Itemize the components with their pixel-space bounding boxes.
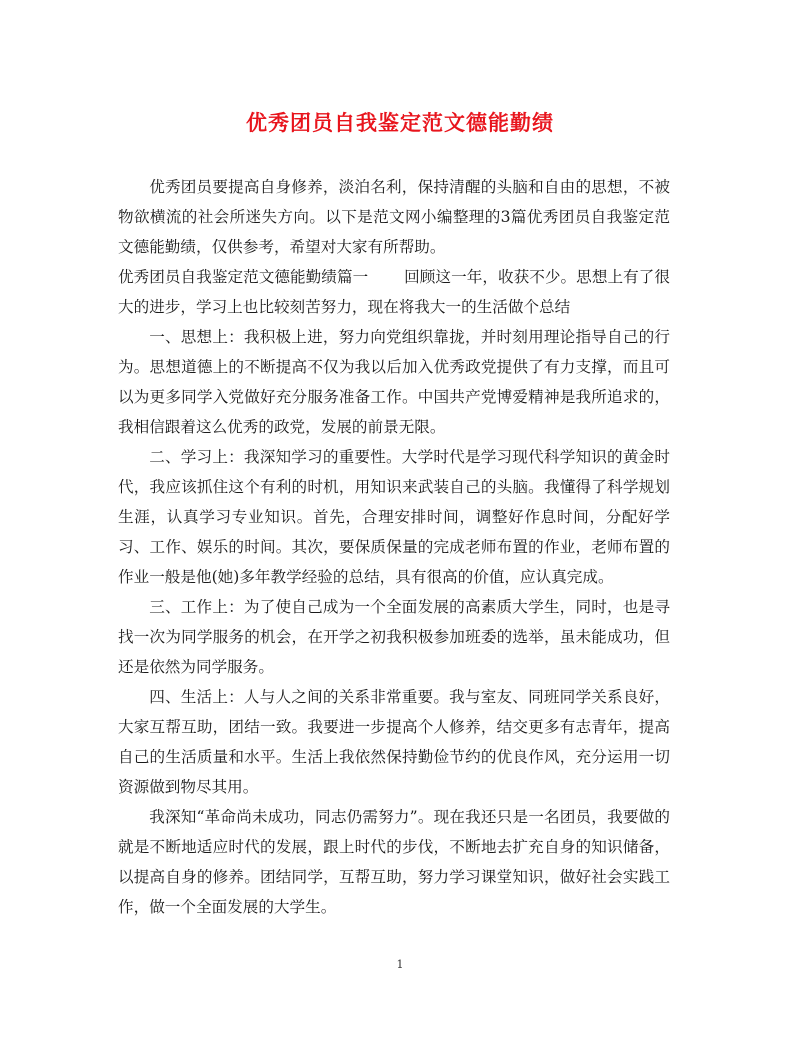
paragraph-life: 四、生活上：人与人之间的关系非常重要。我与室友、同班同学关系良好，大家互帮互助，团结一致。我要进一步提高个人修养，结交更多有志青年，提高自己的生活质量和水平。生活上我依然保持勤俭节约的优良作风，充分运用一切资源做到物尽其用。 xyxy=(118,688,670,796)
section-heading: 优秀团员自我鉴定范文德能勤绩篇一 xyxy=(118,268,369,286)
paragraph-conclusion: 我深知“革命尚未成功，同志仍需努力”。现在我还只是一名团员，我要做的就是不断地适应时代的发展，跟上时代的步伐，不断地去扩充自身的知识储备，以提高自身的修养。团结同学，互帮互助，努力学习课堂知识，做好社会实践工作，做一个全面发展的大学生。 xyxy=(118,808,670,916)
page-number: 1 xyxy=(396,958,404,971)
page-title: 优秀团员自我鉴定范文德能勤绩 xyxy=(246,111,554,135)
paragraph-work: 三、工作上：为了使自己成为一个全面发展的高素质大学生，同时，也是寻找一次为同学服务的机会，在开学之初我积极参加班委的选举，虽未能成功，但还是依然为同学服务。 xyxy=(118,598,670,676)
paragraph-study: 二、学习上：我深知学习的重要性。大学时代是学习现代科学知识的黄金时代，我应该抓住这个有利的时机，用知识来武装自己的头脑。我懂得了科学规划生涯，认真学习专业知识。首先，合理安排时间，调整好作息时间，分配好学习、工作、娱乐的时间。其次，要保质保量的完成老师布置的作业，老师布置的作业一般是他(她)多年教学经验的总结，具有很高的价值，应认真完成。 xyxy=(118,448,670,586)
paragraph-thought: 一、思想上：我积极上进，努力向党组织靠拢，并时刻用理论指导自己的行为。思想道德上的不断提高不仅为我以后加入优秀政党提供了有力支撑，而且可以为更多同学入党做好充分服务准备工作。中国共产党博爱精神是我所追求的，我相信跟着这么优秀的政党，发展的前景无限。 xyxy=(118,328,670,436)
section-one-paragraph xyxy=(118,262,670,322)
section-lead: 回顾这一年，收获不少。思想上有了很大的进步，学习上也比较刻苦努力，现在将我大一的生活做个总结 xyxy=(118,268,670,316)
document-body xyxy=(118,172,670,922)
intro-paragraph: 优秀团员要提高自身修养，淡泊名利，保持清醒的头脑和自由的思想，不被物欲横流的社会所迷失方向。以下是范文网小编整理的3篇优秀团员自我鉴定范文德能勤绩，仅供参考，希望对大家有所帮助。 xyxy=(118,178,670,256)
